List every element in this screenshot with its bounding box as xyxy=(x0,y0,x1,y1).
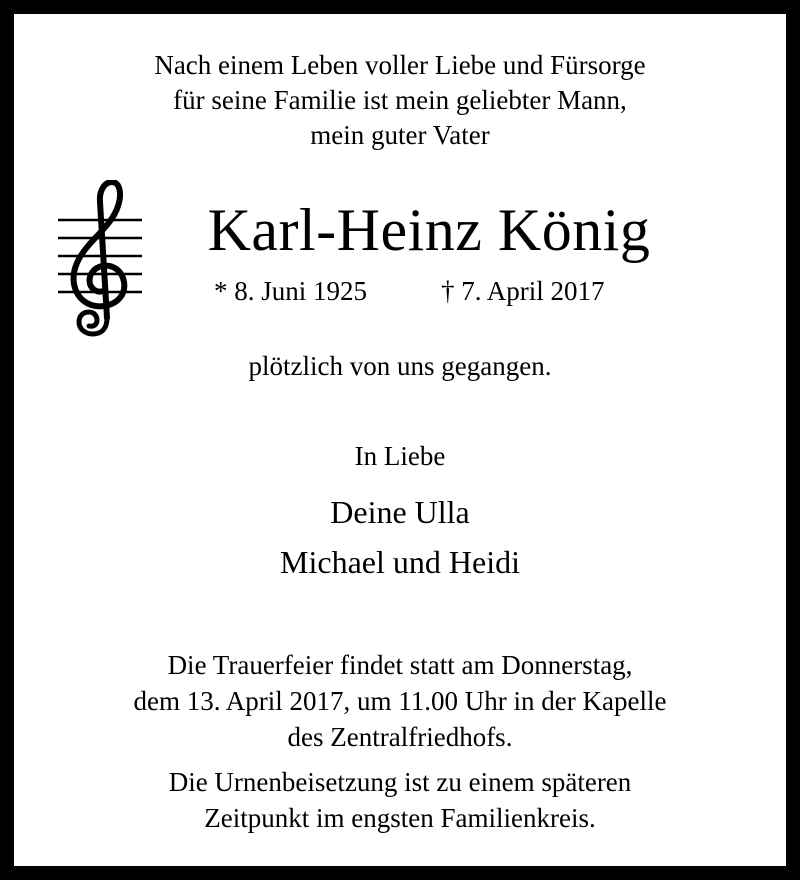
deceased-name: Karl-Heinz König xyxy=(207,197,651,263)
intro-line: Nach einem Leben voller Liebe und Fürsorge xyxy=(154,50,646,80)
birth-date: * 8. Juni 1925 xyxy=(214,276,368,306)
ceremony-line: Die Trauerfeier findet statt am Donnerstag, xyxy=(167,650,633,680)
intro-line: für seine Familie ist mein geliebter Mann, xyxy=(173,85,627,115)
intro-line: mein guter Vater xyxy=(310,120,490,150)
burial-line: Die Urnenbeisetzung ist zu einem späteren xyxy=(168,767,632,797)
ceremony-info xyxy=(14,647,786,755)
in-love-text: In Liebe xyxy=(354,441,446,471)
burial-line: Zeitpunkt im engsten Familienkreis. xyxy=(204,803,596,833)
signatory-children: Michael und Heidi xyxy=(280,544,520,580)
signatory-wife: Deine Ulla xyxy=(330,494,470,530)
treble-clef-icon xyxy=(58,180,142,338)
ceremony-line: dem 13. April 2017, um 11.00 Uhr in der Kapelle xyxy=(133,686,667,716)
ceremony-line: des Zentralfriedhofs. xyxy=(287,722,513,752)
death-date: † 7. April 2017 xyxy=(441,276,605,306)
obituary-notice xyxy=(14,14,786,866)
burial-info xyxy=(14,764,786,836)
passed-away-text: plötzlich von uns gegangen. xyxy=(248,351,552,381)
intro-text xyxy=(14,48,786,153)
